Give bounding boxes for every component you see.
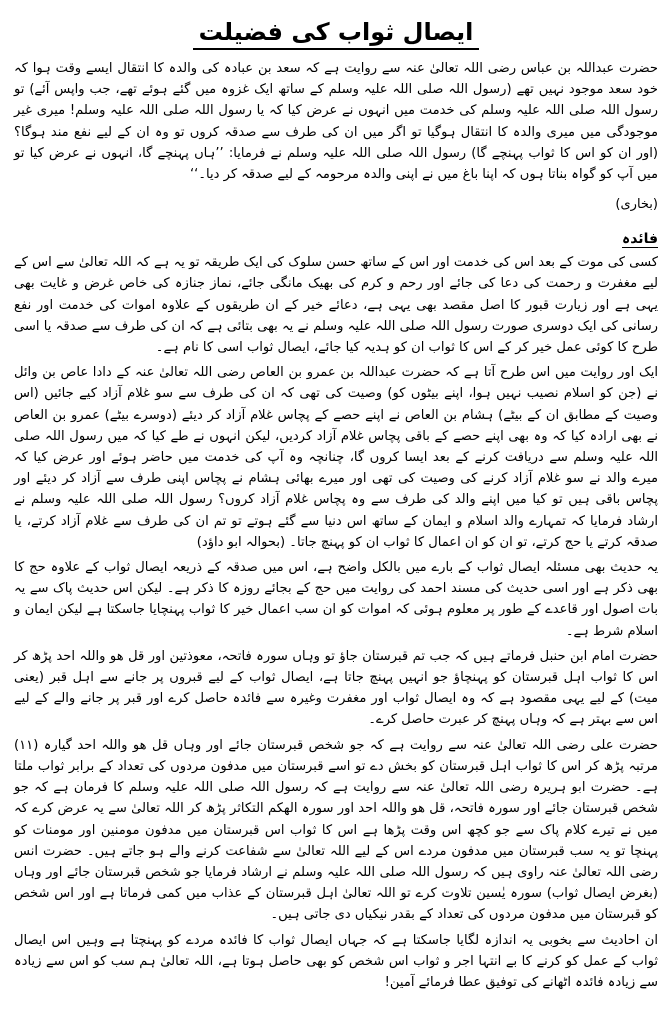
reference-container (14, 189, 658, 222)
body-paragraph: حضرت امام ابن حنبل فرماتے ہیں کہ جب تم قبرستان جاؤ تو وہاں سورہ فاتحہ، معوذتین اور قل ھو واللہ احد پڑھ کر اس کا ثواب اہل قبرستان کو پہنچاؤ جو انہیں پہنچ جاتا ہے، ایصال ثواب کے لیے قبروں پر جانے سے اہل قبر (یعنی میت) کے لیے یہی مقصود ہے کہ وہ ایصال ثواب اور مغفرت وغیرہ سے فائدہ حاصل کرے اور قبر پر جانے والے کے لیے اس سے بہتر ہے کہ وہاں پہنچ کر عبرت حاصل کرے۔ (14, 648, 658, 728)
body-paragraph: حضرت علی رضی اللہ تعالیٰ عنہ سے روایت ہے کہ جو شخص قبرستان جائے اور وہاں قل ھو واللہ احد گیارہ (۱۱) مرتبہ پڑھ کر اس کا ثواب اہل قبرستان کو بخش دے تو اسے قبرستان میں مدفون مردوں کی تعداد کے برابر ثواب ملتا ہے۔ حضرت ابو ہریرہ رضی اللہ تعالیٰ عنہ سے روایت ہے کہ رسول اللہ صلی اللہ علیہ وسلم کا فرمان ہے کہ جو شخص قبرستان جائے اور سورہ فاتحہ، قل ھو واللہ احد اور سورہ الھکم التکاثر پڑھ کر اللہ تعالیٰ سے یہ عرض کرے کہ میں نے تیرے کلام پاک سے جو کچھ اس وقت پڑھا ہے اس کا ثواب اس قبرستان میں مدفون مومنین اور مومنات کو پہنچا تو یہ سب قبرستان میں مدفون مردے اس کے لیے اللہ تعالیٰ سے شفاعت کرنے والے ہو جاتے ہیں۔ حضرت انس رضی اللہ تعالیٰ عنہ راوی ہیں کہ رسول اللہ صلی اللہ علیہ وسلم نے ارشاد فرمایا جو شخص قبرستان جائے اور وہاں (بغرض ایصال ثواب) سورہ یٰسین تلاوت کرے تو اللہ تعالیٰ اہل قبرستان کے عذاب میں کمی فرماتا ہے اور اس شخص کو قبرستان میں مدفون مردوں کی تعداد کے بقدر نیکیاں دی جاتی ہیں۔ (14, 737, 658, 923)
subheading-container (14, 228, 658, 248)
body-paragraph: کسی کی موت کے بعد اس کی خدمت اور اس کے ساتھ حسن سلوک کی ایک طریقہ تو یہ ہے کہ اللہ تعالیٰ سے اس کے لیے مغفرت و رحمت کی دعا کی جائے اور رحم و کرم کی بھیک مانگی جائے، نماز جنازہ کی خاص غرض و غایت بھی یہی ہے اور زیارت قبور کا اصل مقصد بھی یہی ہے، دعائے خیر کے ان طریقوں کے علاوہ اموات کی خدمت اور نفع رسانی کی ایک دوسری صورت رسول اللہ صلی اللہ علیہ وسلم نے یہ بھی بتائی ہے کہ ان کی طرف سے صدقہ یا اسی طرح کا کوئی عمل خیر کر کے اس کا ثواب ان کو ہدیہ کیا جائے، ایصال ثواب اسی کا نام ہے۔ (14, 255, 658, 356)
body-paragraph: یہ حدیث بھی مسئلہ ایصال ثواب کے بارے میں بالکل واضح ہے، اس میں صدقہ کے ذریعہ ایصال ثواب کے علاوہ حج کا بھی ذکر ہے اور اسی حدیث کی مسند احمد کی روایت میں حج کے بجائے روزہ کا ذکر ہے۔ لیکن اس حدیث پاک سے یہ بات اصول اور قاعدے کے طور پر معلوم ہوئی کہ اموات کو ان سب اعمال خیر کا ثواب پہنچایا جاسکتا ہے لیکن ایمان و اسلام شرط ہے۔ (14, 560, 658, 639)
page-title: ایصال ثواب کی فضیلت (193, 18, 480, 50)
title-container (14, 18, 658, 50)
hadith-paragraph: حضرت عبداللہ بن عباس رضی اللہ تعالیٰ عنہ سے روایت ہے کہ سعد بن عبادہ کی والدہ کا انتقال ایسے وقت ہوا کہ خود سعد موجود نہیں تھے (رسول اللہ صلی اللہ علیہ وسلم کے ساتھ ایک غزوہ میں گئے ہوئے تھے، جب واپس آئے) تو رسول اللہ صلی اللہ علیہ وسلم کی خدمت میں انہوں نے عرض کیا کہ یا رسول اللہ صلی اللہ علیہ وسلم! میری غیر موجودگی میں میری والدہ کا انتقال ہوگیا تو اگر میں ان کی طرف سے صدقہ کروں تو وہ ان کے لیے نفع مند ہوگا؟ (اور ان کو اس کا ثواب پہنچے گا) رسول اللہ صلی اللہ علیہ وسلم نے فرمایا: ’’ہاں پہنچے گا، انہوں نے عرض کیا تو میں آپ کو گواہ بناتا ہوں کہ اپنا باغ میں نے اپنی والدہ مرحومہ کے لیے صدقہ کر دیا۔‘‘ (14, 61, 658, 183)
benefit-heading: فائدہ (622, 231, 658, 248)
body-paragraph: ایک اور روایت میں اس طرح آتا ہے کہ حضرت عبداللہ بن عمرو بن العاص رضی اللہ تعالیٰ عنہ کے دادا عاص بن وائل نے (جن کو اسلام نصیب نہیں ہوا، اپنے بیٹوں کو) وصیت کی تھی کہ ان کی طرف سے سو غلام آزاد کیے جائیں (اس وصیت کے مطابق ان کے بیٹے) ہشام بن العاص نے اپنے حصے کے پچاس غلام آزاد کر دیئے (دوسرے بیٹے) عمرو بن العاص نے بھی ارادہ کیا کہ وہ بھی اپنے حصے کے باقی پچاس غلام آزاد کردیں، لیکن انہوں نے طے کیا کہ میں رسول اللہ صلی اللہ علیہ وسلم سے دریافت کرنے کے بعد ایسا کروں گا، چنانچہ وہ آپ کی خدمت میں حاضر ہوئے اور عرض کیا کہ میرے والد نے سو غلام آزاد کرنے کی وصیت کی تھی اور میرے بھائی ہشام نے پچاس اپنی طرف سے آزاد کر دیئے اور پچاس باقی ہیں تو کیا میں اپنے والد کی طرف سے وہ پچاس غلام آزاد کروں؟ رسول اللہ صلی اللہ علیہ وسلم نے ارشاد فرمایا کہ تمہارے والد اسلام و ایمان کے ساتھ اس دنیا سے گئے ہوتے تو تم ان کی طرف سے غلام آزاد کرتے، یا صدقہ کرتے یا حج کرتے، تو ان کو ان اعمال کا ثواب ان کو پہنچ جاتا۔ (بحوالہ ابو داؤد) (14, 365, 658, 550)
document-page (14, 18, 658, 997)
reference-label: (بخاری) (615, 197, 658, 213)
body-paragraph: ان احادیث سے بخوبی یہ اندازہ لگایا جاسکتا ہے کہ جہاں ایصال ثواب کا فائدہ مردے کو پہنچتا ہے وہیں اس ایصال ثواب کے عمل کو کرنے کا بے انتہا اجر و ثواب اس شخص کو بھی حاصل ہوتا ہے، اللہ تعالیٰ ہم سب کو اس سے زیادہ سے زیادہ فائدہ اٹھانے کی توفیق عطا فرمائے آمین! (14, 932, 658, 990)
